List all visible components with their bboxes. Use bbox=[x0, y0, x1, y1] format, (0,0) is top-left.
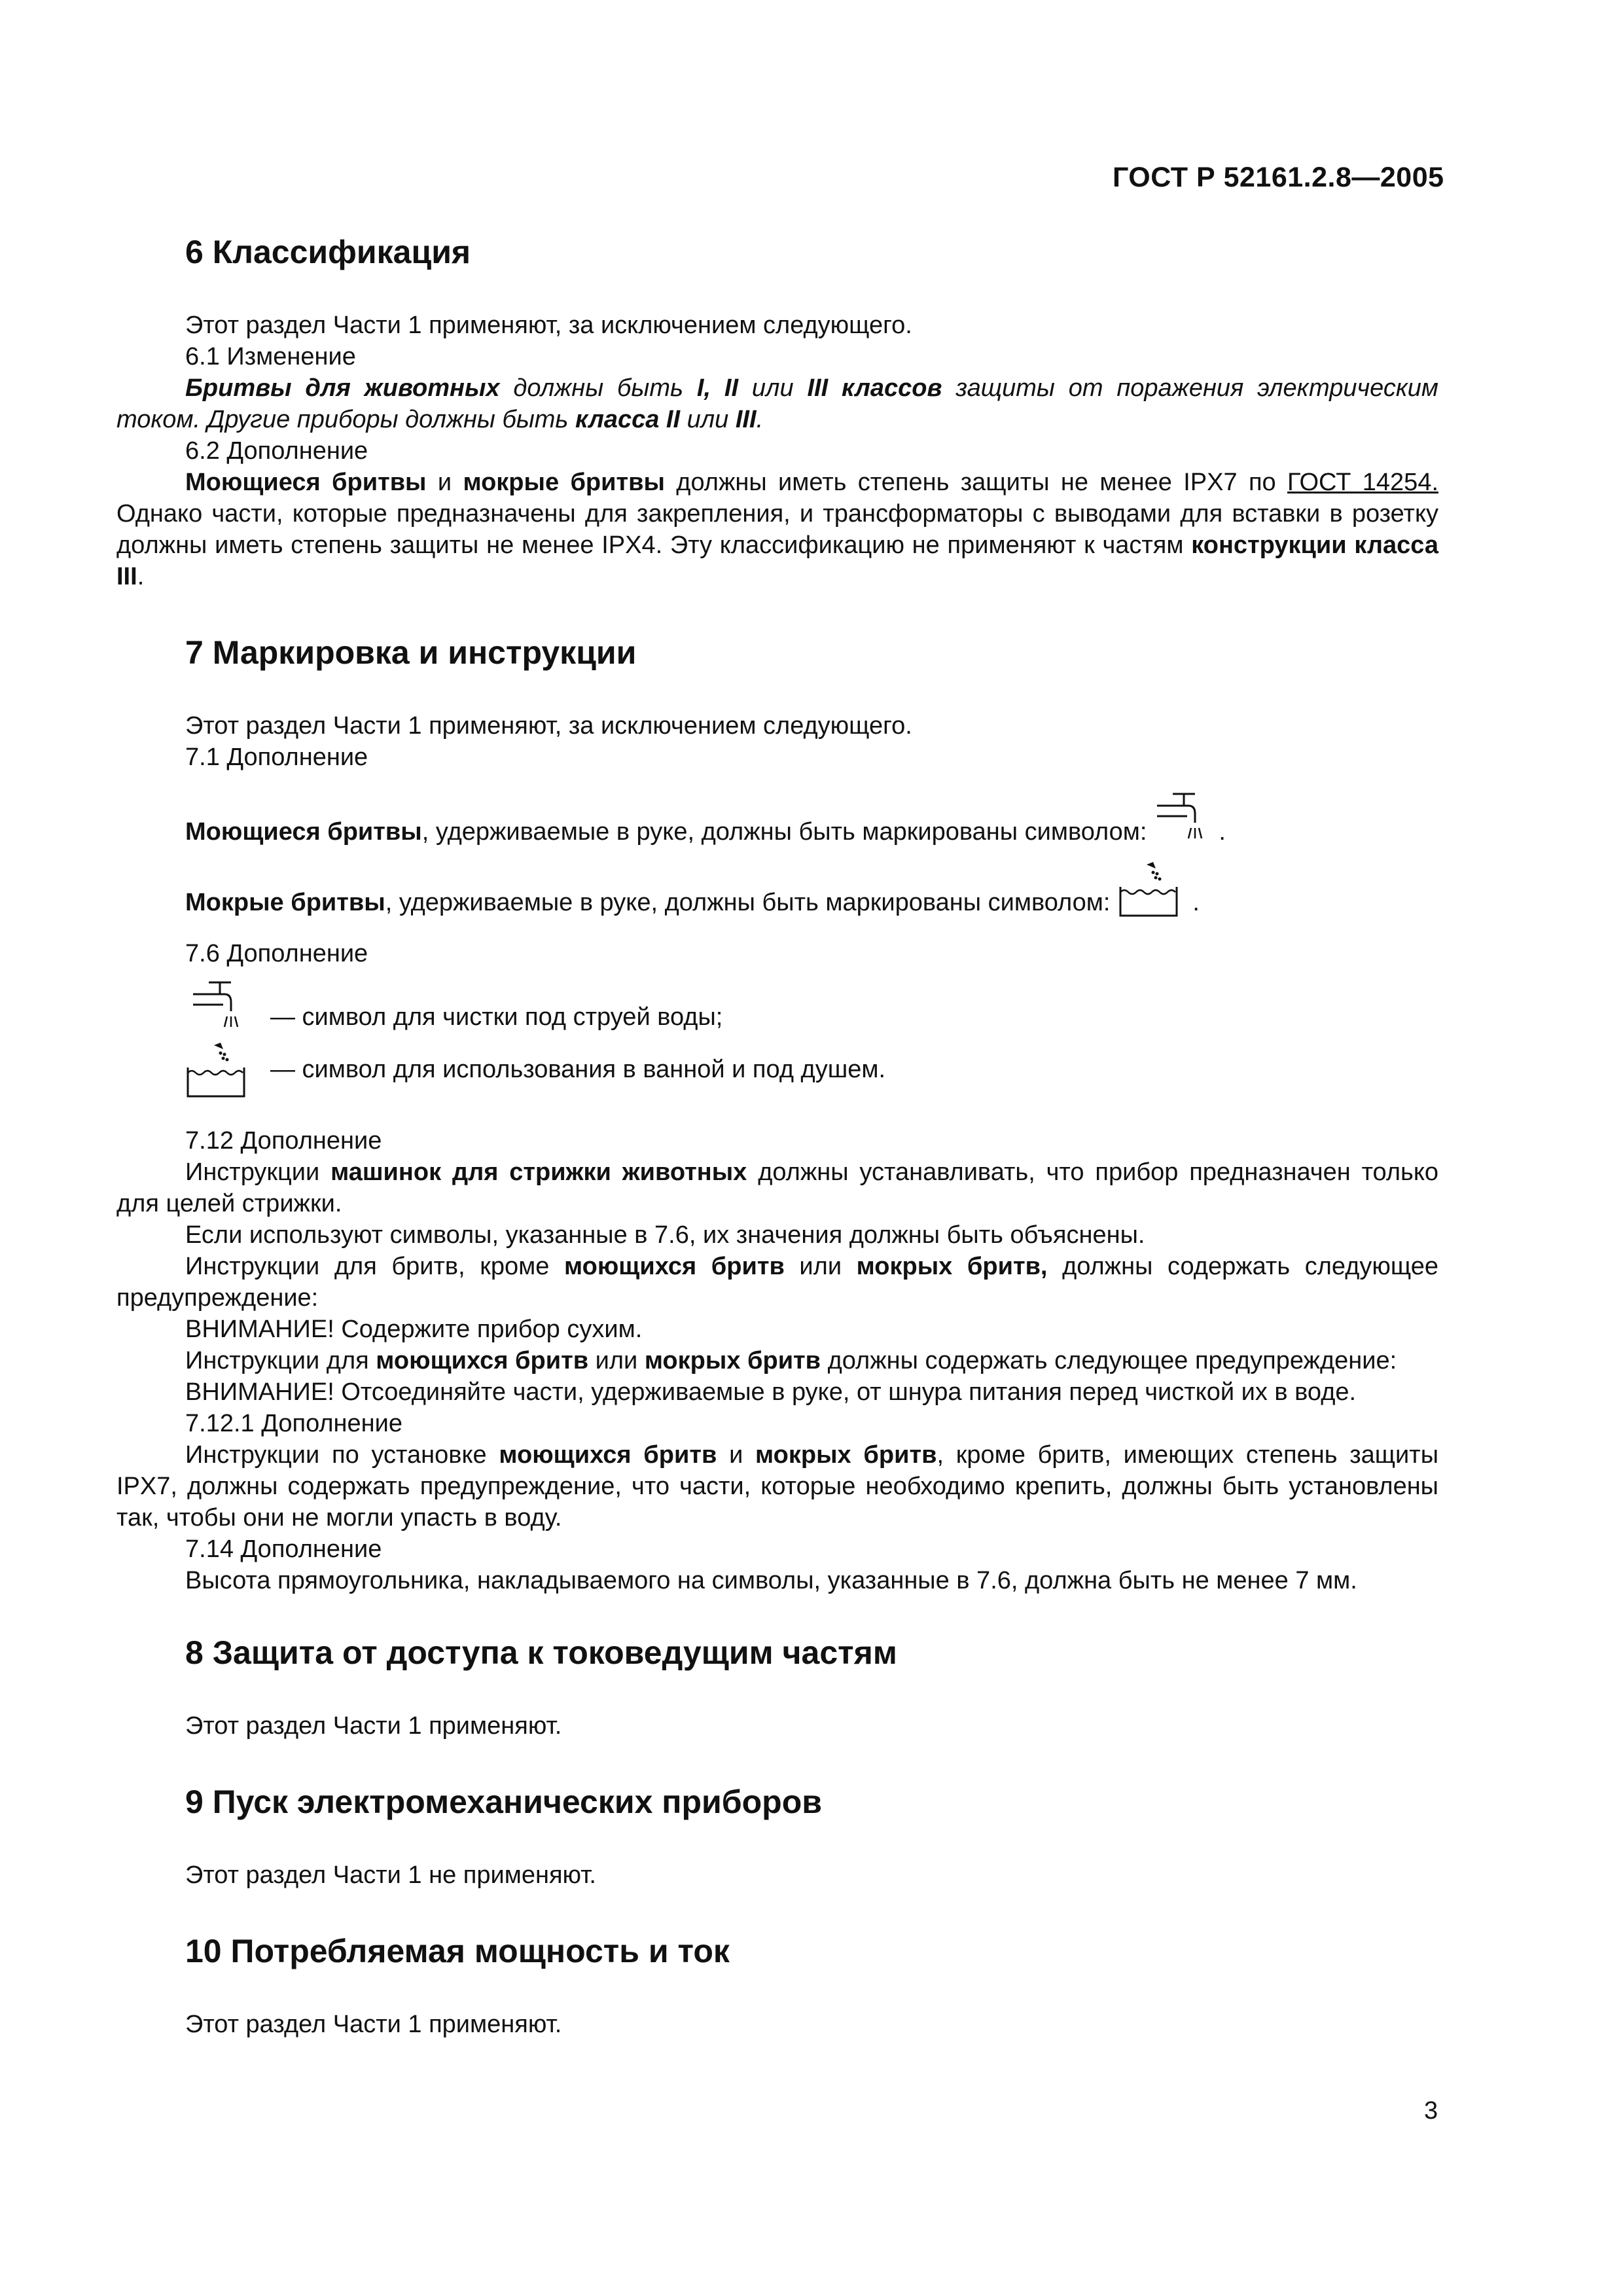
tap-water-icon bbox=[185, 980, 248, 1036]
s7-q2: Если используют символы, указанные в 7.6, их значения должны быть объяснены. bbox=[185, 1221, 1145, 1249]
document-id: ГОСТ Р 52161.2.8—2005 bbox=[1113, 162, 1444, 193]
s7-sub1: 7.1 Дополнение bbox=[185, 744, 368, 771]
marking-line-washable: Моющиеся бритвы , удерживаемые в руке, должны быть маркированы символом: . bbox=[116, 791, 1438, 848]
s7-q7: Инструкции по установке моющихся бритв и мокрых бритв, кроме бритв, имеющих степень защиты IPX7, должны содержать предупреждение, что части, которые необходимо крепить, должны быть установлены так, чтобы они не могли упасть в воду. bbox=[116, 1441, 1439, 1532]
s7-sub14: 7.14 Дополнение bbox=[185, 1535, 382, 1563]
section-6-title: 6 Классификация bbox=[185, 234, 471, 270]
section-9-title: 9 Пуск электромеханических приборов bbox=[185, 1784, 822, 1820]
section-10-title: 10 Потребляемая мощность и ток bbox=[185, 1933, 730, 1969]
s7-q6: ВНИМАНИЕ! Отсоединяйте части, удерживаемые в руке, от шнура питания перед чисткой их в воде. bbox=[185, 1378, 1357, 1406]
s9-text: Этот раздел Части 1 не применяют. bbox=[185, 1861, 596, 1889]
s7-intro: Этот раздел Части 1 применяют, за исключением следующего. bbox=[185, 712, 912, 740]
s7-sub12: 7.12 Дополнение bbox=[185, 1127, 382, 1155]
bath-shower-icon bbox=[185, 1040, 248, 1099]
s7-q4: ВНИМАНИЕ! Содержите прибор сухим. bbox=[185, 1316, 643, 1343]
s7-sub121: 7.12.1 Дополнение bbox=[185, 1410, 403, 1437]
s8-text: Этот раздел Части 1 применяют. bbox=[185, 1712, 562, 1740]
s7-q1: Инструкции машинок для стрижки животных должны устанавливать, что прибор предназначен только для целей стрижки. bbox=[116, 1158, 1439, 1217]
page-content bbox=[116, 232, 1438, 2040]
legend-bath: — символ для использования в ванной и под душем. bbox=[116, 1040, 1438, 1099]
s6-intro: Этот раздел Части 1 применяют, за исключением следующего. bbox=[185, 312, 912, 339]
bath-shower-icon bbox=[1118, 859, 1181, 918]
s10-text: Этот раздел Части 1 применяют. bbox=[185, 2011, 562, 2038]
s7-q5: Инструкции для моющихся бритв или мокрых бритв должны содержать следующее предупреждение: bbox=[185, 1347, 1397, 1374]
gost-reference-link[interactable]: ГОСТ 14254. bbox=[1287, 469, 1439, 496]
marking-line-wet: Мокрые бритвы , удерживаемые в руке, должны быть маркированы символом: . bbox=[116, 859, 1438, 918]
legend-tap: — символ для чистки под струей воды; bbox=[116, 980, 1438, 1036]
s7-q8: Высота прямоугольника, накладываемого на символы, указанные в 7.6, должна быть не менее 7 мм. bbox=[185, 1567, 1357, 1594]
s7-sub6: 7.6 Дополнение bbox=[185, 940, 368, 967]
tap-water-icon bbox=[1154, 791, 1207, 848]
s6-sub2: 6.2 Дополнение bbox=[185, 437, 368, 465]
s6-sub1: 6.1 Изменение bbox=[185, 343, 356, 370]
page-number: 3 bbox=[1424, 2097, 1438, 2125]
section-7-title: 7 Маркировка и инструкции bbox=[185, 634, 637, 671]
s6-p2: Моющиеся бритвы и мокрые бритвы должны иметь степень защиты не менее IPX7 по ГОСТ 14254. Однако части, которые предназначены для закрепления, и трансформаторы с выводами для вставки в розетку должны иметь степень защиты не менее IPX4. Эту классификацию не применяют к частям конструкции класса III. bbox=[116, 469, 1439, 590]
s6-p1: Бритвы для животных должны быть I, II или III классов защиты от поражения электрическим током. Другие приборы должны быть класса II или III. bbox=[116, 374, 1438, 433]
s7-q3: Инструкции для бритв, кроме моющихся бритв или мокрых бритв, должны содержать следующее предупреждение: bbox=[116, 1253, 1438, 1312]
section-8-title: 8 Защита от доступа к токоведущим частям bbox=[185, 1634, 897, 1671]
